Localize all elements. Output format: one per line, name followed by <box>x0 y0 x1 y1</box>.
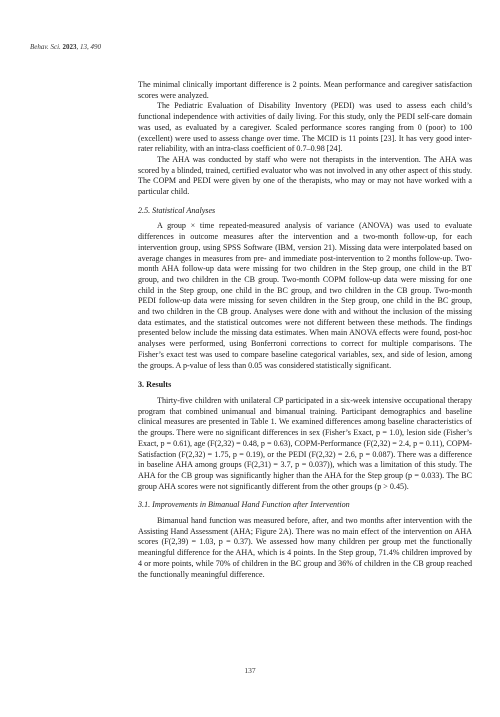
paragraph-mcid: The minimal clinically important difference is 2 points. Mean performance and caregiver satisfaction scores were analyzed. <box>138 80 472 100</box>
section-heading-results: 3. Results <box>138 380 172 390</box>
paragraph-bimanual-improvements: Bimanual hand function was measured before, after, and two months after intervention with the Assisting Hand Assessment (AHA; Figure 2A). There was no main effect of the intervention on AHA scores (F(2,39) = 1.03, p = 0.37). We assessed how many children per group met the functionally meaningful difference for the AHA, which is 4 points. In the Step group, 71.4% children improved by 4 or more points, while 70% of children in the BC group and 36% of children in the CB group reached the functionally meaningful difference. <box>138 516 472 579</box>
journal-volume-pages: , 13, 490 <box>76 43 102 51</box>
paragraph-aha-administration: The AHA was conducted by staff who were not therapists in the intervention. The AHA was scored by a blinded, trained, certified evaluator who was not involved in any other aspect of this study. The COPM and PEDI were given by one of the therapists, who may or may not have worked with a particular child. <box>138 154 472 197</box>
paragraph-pedi: The Pediatric Evaluation of Disability Inventory (PEDI) was used to assess each child’s functional independence with activities of daily living. For this study, only the PEDI self-care domain was used, as evaluated by a caregiver. Scaled performance scores ranging from 0 (poor) to 100 (excellent) were used to assess change over time. The MCID is 11 points [23]. It has very good inter-rater reliability, with an intra-class coefficient of 0.7–0.98 [24]. <box>138 101 472 154</box>
section-heading-bimanual-improvements: 3.1. Improvements in Bimanual Hand Function after Intervention <box>138 500 350 510</box>
journal-name: Behav. Sci. <box>30 43 61 51</box>
paragraph-results-baseline: Thirty-five children with unilateral CP participated in a six-week intensive occupational therapy program that combined unimanual and bimanual training. Participant demographics and baseline clinical measures are presented in Table 1. We examined differences among baseline characteristics of the groups. There were no significant differences in sex (Fisher’s Exact, p = 1.0), lesion side (Fisher’s Exact, p = 0.61), age (F(2,32) = 0.48, p = 0.63), COPM-Performance (F(2,32) = 2.4, p = 0.11), COPM-Satisfaction (F(2,32) = 1.75, p = 0.19), or the PEDI (F(2,32) = 2.6, p = 0.087). There was a difference in baseline AHA among groups (F(2,31) = 3.7, p = 0.037)), which was a limitation of this study. The AHA for the CB group was significantly higher than the AHA for the Step group (p = 0.033). The BC group AHA scores were not significantly different from the other groups (p > 0.45). <box>138 395 472 491</box>
paragraph-statistical-analyses: A group × time repeated-measured analysis of variance (ANOVA) was used to evaluate differences in outcome measures after the intervention and a two-month follow-up, for each intervention group, using SPSS Software (IBM, version 21). Missing data were interpolated based on average changes in measures from pre- and immediate post-intervention to 2 months follow-up. Two-month AHA follow-up data were missing for two children in the Step group, one child in the BT group, and two children in the CB group. Two-month COPM follow-up data were missing for one child in the Step group, one child in the BC group, and two children in the CB group. Two-month PEDI follow-up data were missing for seven children in the Step group, one child in the BC group, and two children in the CB group. Analyses were done with and without the inclusion of the missing data estimates, and the statistical outcomes were not different between these methods. The findings presented below include the missing data estimates. When main ANOVA effects were found, post-hoc analyses were performed, using Bonferroni corrections to correct for multiple comparisons. The Fisher’s exact test was used to compare baseline categorical variables, sex, and side of lesion, among the groups. A p-value of less than 0.05 was considered statistically significant. <box>138 221 472 370</box>
running-header <box>30 43 101 51</box>
journal-year: 2023 <box>62 43 77 51</box>
article-body <box>138 80 472 580</box>
section-heading-statistical-analyses: 2.5. Statistical Analyses <box>138 205 216 215</box>
page-number: 137 <box>244 666 256 675</box>
